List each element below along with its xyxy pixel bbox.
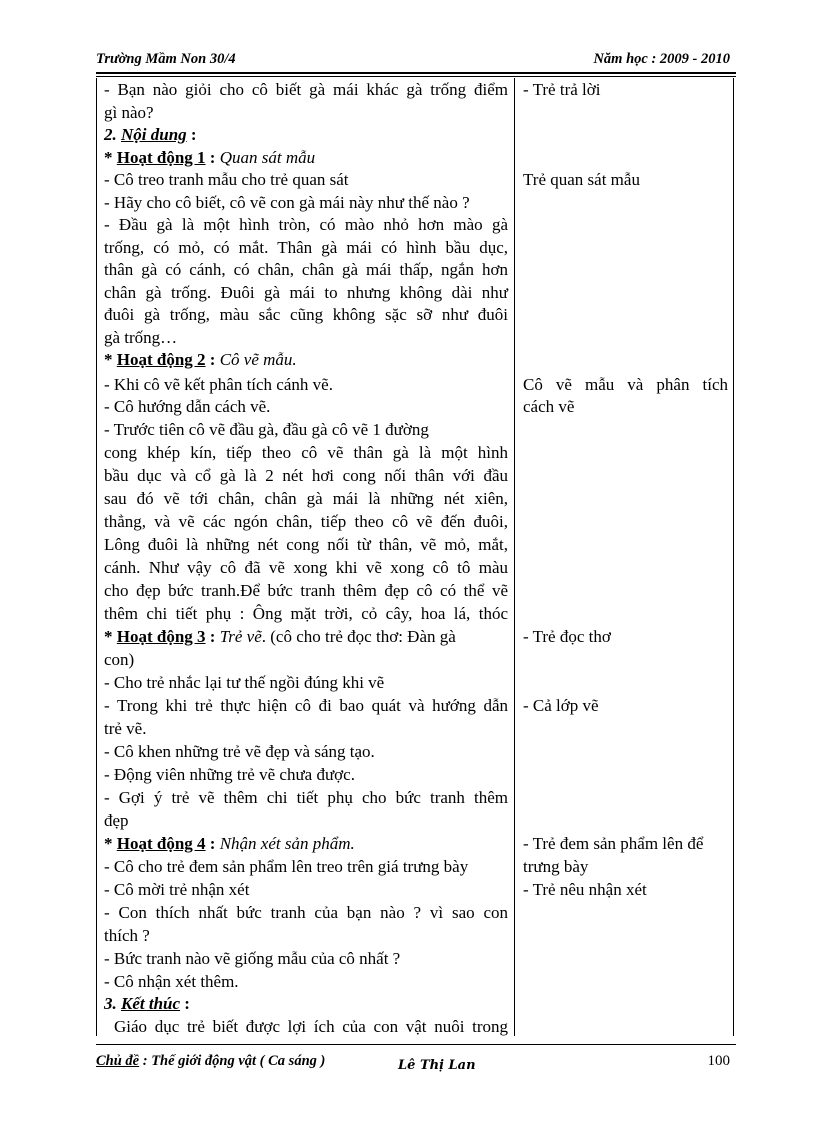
footer-rule <box>96 1044 736 1045</box>
activity-2-name: Cô vẽ mẫu. <box>219 350 297 369</box>
activity-2-line: Lông đuôi là những nét cong nối từ thân, vẽ mỏ, mắt, <box>104 535 508 554</box>
activity-4-title: Hoạt động 4 <box>116 834 206 853</box>
header-rule-thin <box>96 76 736 77</box>
activity-2-line: thêm chi tiết phụ : Ông mặt trời, cỏ cây, hoa lá, thóc <box>104 604 508 623</box>
activity-1-line: - Đầu gà là một hình tròn, có mào nhỏ hơn mào gà <box>104 215 508 234</box>
conclusion-line: Giáo dục trẻ biết được lợi ích của con vật nuôi trong <box>114 1017 508 1036</box>
activity-3-line: - Trong khi trẻ thực hiện cô đi bao quát và hướng dẫn <box>104 696 508 715</box>
activity-3-line: con) <box>104 650 135 669</box>
activity-3-title: Hoạt động 3 <box>116 627 206 646</box>
child-activity: - Trẻ nêu nhận xét <box>523 880 647 899</box>
activity-1-heading: * Hoạt động 1 : Quan sát mẫu <box>104 148 316 167</box>
activity-1-line: - Hãy cho cô biết, cô vẽ con gà mái này như thế nào ? <box>104 193 470 212</box>
child-activity: - Trẻ đem sản phẩm lên để <box>523 834 704 853</box>
activity-2-line: cong khép kín, tiếp theo cô vẽ thân gà là một hình <box>104 443 508 462</box>
activity-3-line: - Cô khen những trẻ vẽ đẹp và sáng tạo. <box>104 742 375 761</box>
activity-3-line: trẻ vẽ. <box>104 719 147 738</box>
school-year: Năm học : 2009 - 2010 <box>593 51 730 67</box>
child-activity: - Trẻ trả lời <box>523 80 601 99</box>
section-2-title: Nội dung <box>121 125 187 144</box>
intro-question-line: - Bạn nào giỏi cho cô biết gà mái khác gà trống điểm <box>104 80 508 99</box>
activity-1-name: Quan sát mẫu <box>219 148 316 167</box>
header-rule-thick <box>96 72 736 74</box>
child-activity: - Trẻ đọc thơ <box>523 627 611 646</box>
section-3-heading: 3. Kết thúc : <box>104 994 190 1013</box>
activity-2-line: cho đẹp bức tranh.Để bức tranh thêm đẹp cô có thể vẽ <box>104 581 508 600</box>
activity-2-line: thẳng, và vẽ các ngón chân, tiếp theo cô vẽ đến đuôi, <box>104 512 508 531</box>
school-name: Trường Mầm Non 30/4 <box>96 51 236 67</box>
activity-2-line: cánh. Như vậy cô đã vẽ xong khi vẽ xong cô tô màu <box>104 558 508 577</box>
activity-4-line: - Cô nhận xét thêm. <box>104 972 239 991</box>
activity-1-title: Hoạt động 1 <box>116 148 206 167</box>
activity-2-line: - Khi cô vẽ kết phân tích cánh vẽ. <box>104 375 333 394</box>
intro-question-line: gì nào? <box>104 103 154 122</box>
activity-3-line: - Động viên những trẻ vẽ chưa được. <box>104 765 355 784</box>
activity-2-line: sau đó vẽ tới chân, chân gà mái là những nét xiên, <box>104 489 508 508</box>
page-header <box>96 49 736 71</box>
activity-3-line: - Cho trẻ nhắc lại tư thế ngồi đúng khi vẽ <box>104 673 385 692</box>
activity-2-line: - Cô hướng dẫn cách vẽ. <box>104 397 271 416</box>
child-activity: Cô vẽ mẫu và phân tích <box>523 375 728 394</box>
footer-topic: Chủ đề : Thế giới động vật ( Ca sáng ) <box>96 1053 326 1069</box>
child-activity: trưng bày <box>523 857 589 876</box>
column-divider <box>514 78 515 1036</box>
child-activity: cách vẽ <box>523 397 575 416</box>
activity-3-name: Trẻ vẽ <box>219 627 262 646</box>
activity-3-line: - Gợi ý trẻ vẽ thêm chi tiết phụ cho bức tranh thêm <box>104 788 508 807</box>
child-activity: Trẻ quan sát mẫu <box>523 170 640 189</box>
activity-2-heading: * Hoạt động 2 : Cô vẽ mẫu. <box>104 350 297 369</box>
activity-4-name: Nhận xét sản phẩm. <box>219 834 355 853</box>
activity-4-line: - Bức tranh nào vẽ giống mẫu của cô nhất ? <box>104 949 401 968</box>
activity-2-title: Hoạt động 2 <box>116 350 206 369</box>
activity-1-line: chân gà trống. Đuôi gà mái to nhưng không dài như <box>104 283 508 302</box>
section-3-title: Kết thúc <box>121 994 181 1013</box>
child-activity: - Cả lớp vẽ <box>523 696 599 715</box>
activity-4-line: thích ? <box>104 926 150 945</box>
activity-4-line: - Cô cho trẻ đem sản phẩm lên treo trên giá trưng bày <box>104 857 469 876</box>
activity-1-line: - Cô treo tranh mẫu cho trẻ quan sát <box>104 170 349 189</box>
activity-1-line: trống, có mỏ, có mắt. Thân gà mái có hình bầu dục, <box>104 238 508 257</box>
activity-1-line: gà trống… <box>104 328 178 347</box>
footer-signature: Lê Thị Lan <box>398 1058 476 1073</box>
activity-4-line: - Cô mời trẻ nhận xét <box>104 880 250 899</box>
section-2-heading: 2. Nội dung : <box>104 125 197 144</box>
activity-4-heading: * Hoạt động 4 : Nhận xét sản phẩm. <box>104 834 355 853</box>
activity-3-heading: * Hoạt động 3 : Trẻ vẽ. (cô cho trẻ đọc thơ: Đàn gà <box>104 627 456 646</box>
activity-4-line: - Con thích nhất bức tranh của bạn nào ? vì sao con <box>104 903 508 922</box>
activity-2-line: bầu dục và cổ gà là 2 nét hơi cong nối thân với đầu <box>104 466 508 485</box>
activity-1-line: thân gà có cánh, có chân, chân gà mái thấp, ngắn hơn <box>104 260 508 279</box>
activity-1-line: đuôi gà trống, màu sắc cũng không sặc sỡ như đuôi <box>104 305 508 324</box>
page-number: 100 <box>707 1053 730 1069</box>
lesson-table <box>96 78 734 1036</box>
activity-2-line: - Trước tiên cô vẽ đầu gà, đầu gà cô vẽ 1 đường <box>104 420 429 439</box>
activity-3-line: đẹp <box>104 811 129 830</box>
